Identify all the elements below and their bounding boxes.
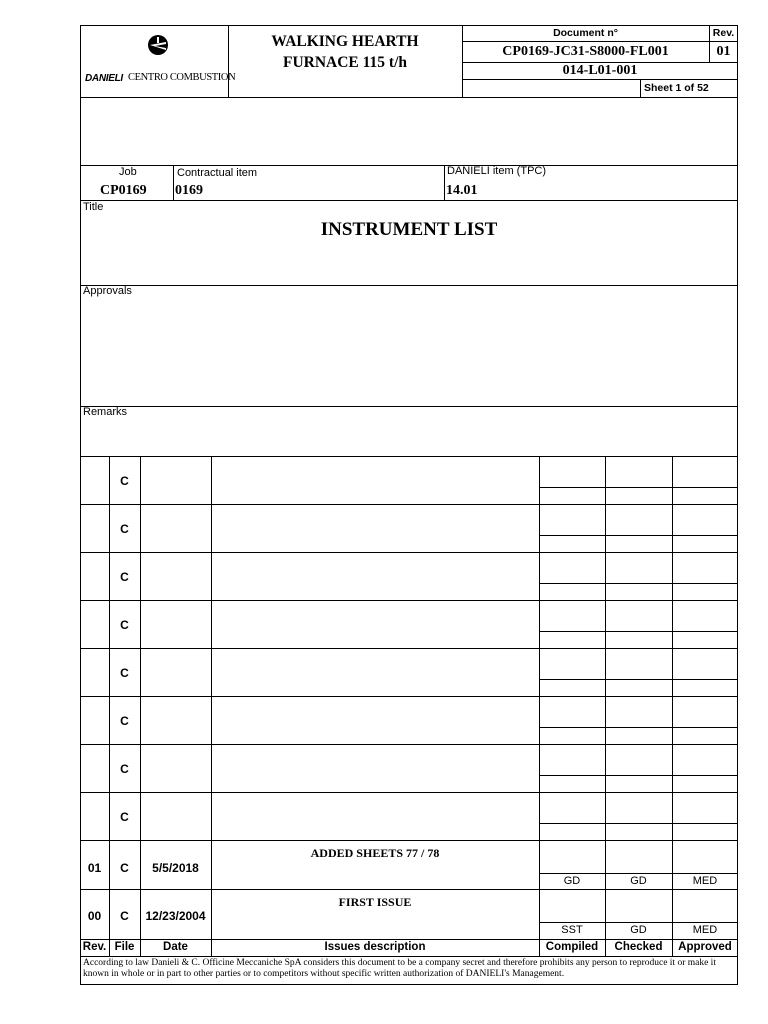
revision-row-file: C: [120, 714, 129, 728]
revision-row-compiled: SST: [561, 924, 583, 936]
remarks-label: Remarks: [83, 406, 128, 418]
revision-row-checked: GD: [630, 924, 647, 936]
revision-row-checked: GD: [630, 875, 647, 887]
company-subtitle: CENTRO COMBUSTION: [128, 72, 236, 83]
job-label: Job: [119, 166, 137, 178]
revision-row-file: C: [120, 810, 129, 824]
job-value: CP0169: [100, 183, 147, 198]
column-header-description: Issues description: [324, 941, 426, 953]
revision-row-compiled: GD: [563, 875, 581, 887]
confidentiality-notice: According to law Danieli & C. Officine Meccaniche SpA considers this document to be a company secret and therefore prohibits any person to reproduce it or make it known in whole or in part to other parties or to competitors without specific written authorization of DANIELI's Management.: [83, 958, 716, 979]
column-header-checked: Checked: [614, 941, 663, 953]
danieli-logo-icon: [147, 34, 169, 56]
header-title-line2: FURNACE 115 t/h: [282, 54, 407, 71]
sheet-count: Sheet 1 of 52: [644, 82, 709, 94]
revision-row-rev: 00: [87, 909, 102, 923]
revision-row-description: ADDED SHEETS 77 / 78: [310, 846, 440, 860]
revision-row-file: C: [120, 522, 129, 536]
approvals-label: Approvals: [83, 285, 132, 297]
contractual-item-label: Contractual item: [177, 167, 258, 179]
document-sheet: [80, 25, 738, 985]
revision-row-file: C: [120, 666, 129, 680]
revision-row-file: C: [120, 861, 129, 875]
document-subnumber: 014-L01-001: [562, 63, 638, 78]
revision-row-date: 5/5/2018: [152, 861, 199, 875]
danieli-item-label: DANIELI item (TPC): [447, 165, 547, 177]
rev-label: Rev.: [712, 27, 735, 39]
revision-row-file: C: [120, 618, 129, 632]
column-header-date: Date: [163, 941, 188, 953]
revision-row-file: C: [120, 570, 129, 584]
company-name: DANIELI: [85, 73, 123, 84]
column-header-compiled: Compiled: [545, 941, 599, 953]
revision-row-description: FIRST ISSUE: [338, 895, 412, 909]
rev-value: 01: [716, 44, 731, 59]
column-header-approved: Approved: [678, 941, 732, 953]
revision-row-file: C: [120, 909, 129, 923]
contractual-item-value: 0169: [175, 183, 203, 198]
column-header-rev: Rev.: [82, 941, 107, 953]
revision-row-date: 12/23/2004: [145, 909, 206, 923]
danieli-item-value: 14.01: [446, 183, 478, 198]
column-header-file: File: [114, 941, 135, 953]
document-title: INSTRUMENT LIST: [320, 219, 498, 240]
header-title-line1: WALKING HEARTH: [271, 33, 419, 50]
document-number: CP0169-JC31-S8000-FL001: [502, 44, 669, 59]
revision-row-approved: MED: [692, 924, 718, 936]
revision-row-file: C: [120, 474, 129, 488]
document-number-label: Document n°: [553, 27, 618, 39]
revision-row-file: C: [120, 762, 129, 776]
revision-row-approved: MED: [692, 875, 718, 887]
title-label: Title: [83, 201, 104, 213]
revision-row-rev: 01: [87, 861, 102, 875]
